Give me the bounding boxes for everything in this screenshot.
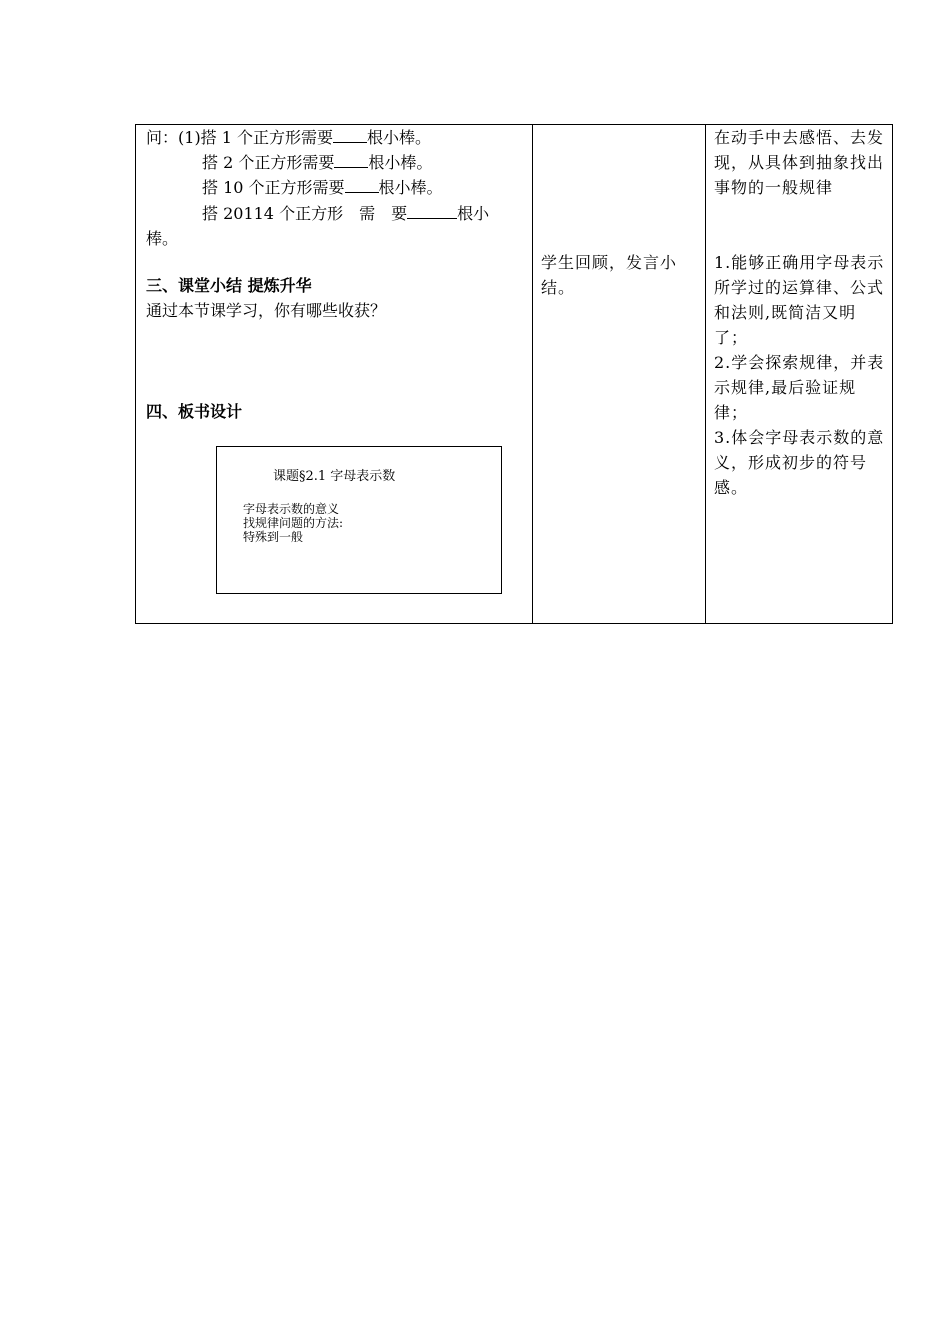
question-line-3 <box>202 177 443 199</box>
board-line-1: 字母表示数的意义 <box>243 502 340 516</box>
board-title: 课题§2.1 字母表示数 <box>273 469 396 484</box>
lesson-plan-table <box>135 124 893 624</box>
question-4-text: 搭 20114 个正方形 需 要 <box>202 204 408 223</box>
design-intent-para-1: 在动手中去感悟、去发现，从具体到抽象找出事物的一般规律 <box>714 128 885 197</box>
design-intent-para-3: 2.学会探索规律，并表示规律,最后验证规律； <box>714 353 885 422</box>
question-prefix: 问： <box>146 128 179 147</box>
answer-blank <box>334 153 368 168</box>
question-2-text: 搭 2 个正方形需要 <box>202 153 335 172</box>
question-line-2 <box>202 152 432 174</box>
student-activity-text: 学生回顾，发言小结。 <box>541 253 678 297</box>
student-activity-cell <box>533 125 706 624</box>
section-3-heading: 三、课堂小结 提炼升华 <box>146 276 312 295</box>
question-4-continuation: 棒。 <box>146 229 179 248</box>
question-line-1 <box>146 127 431 149</box>
answer-blank <box>345 178 379 193</box>
question-1-suffix: 根小棒。 <box>367 128 432 147</box>
teaching-content-cell <box>136 125 533 624</box>
blackboard-design-box <box>216 446 502 594</box>
question-line-4 <box>202 203 489 225</box>
question-3-text: 搭 10 个正方形需要 <box>202 178 345 197</box>
design-intent-para-4: 3.体会字母表示数的意义，形成初步的符号感。 <box>714 428 885 497</box>
question-3-suffix: 根小棒。 <box>378 178 443 197</box>
design-intent-cell <box>706 125 893 624</box>
question-line-4-cont <box>146 228 178 250</box>
design-intent-para-2: 1.能够正确用字母表示所学过的运算律、公式和法则,既简洁又明了； <box>714 253 885 347</box>
table-row <box>136 125 893 624</box>
question-4-suffix: 根小 <box>457 204 490 223</box>
section-4-heading: 四、板书设计 <box>146 402 243 421</box>
question-2-suffix: 根小棒。 <box>368 153 433 172</box>
answer-blank <box>407 204 457 219</box>
question-1-text: (1)搭 1 个正方形需要 <box>178 128 334 147</box>
board-line-3: 特殊到一般 <box>243 530 304 544</box>
answer-blank <box>333 128 367 143</box>
board-line-2: 找规律问题的方法: <box>243 516 344 530</box>
section-3-text: 通过本节课学习，你有哪些收获？ <box>146 301 387 320</box>
